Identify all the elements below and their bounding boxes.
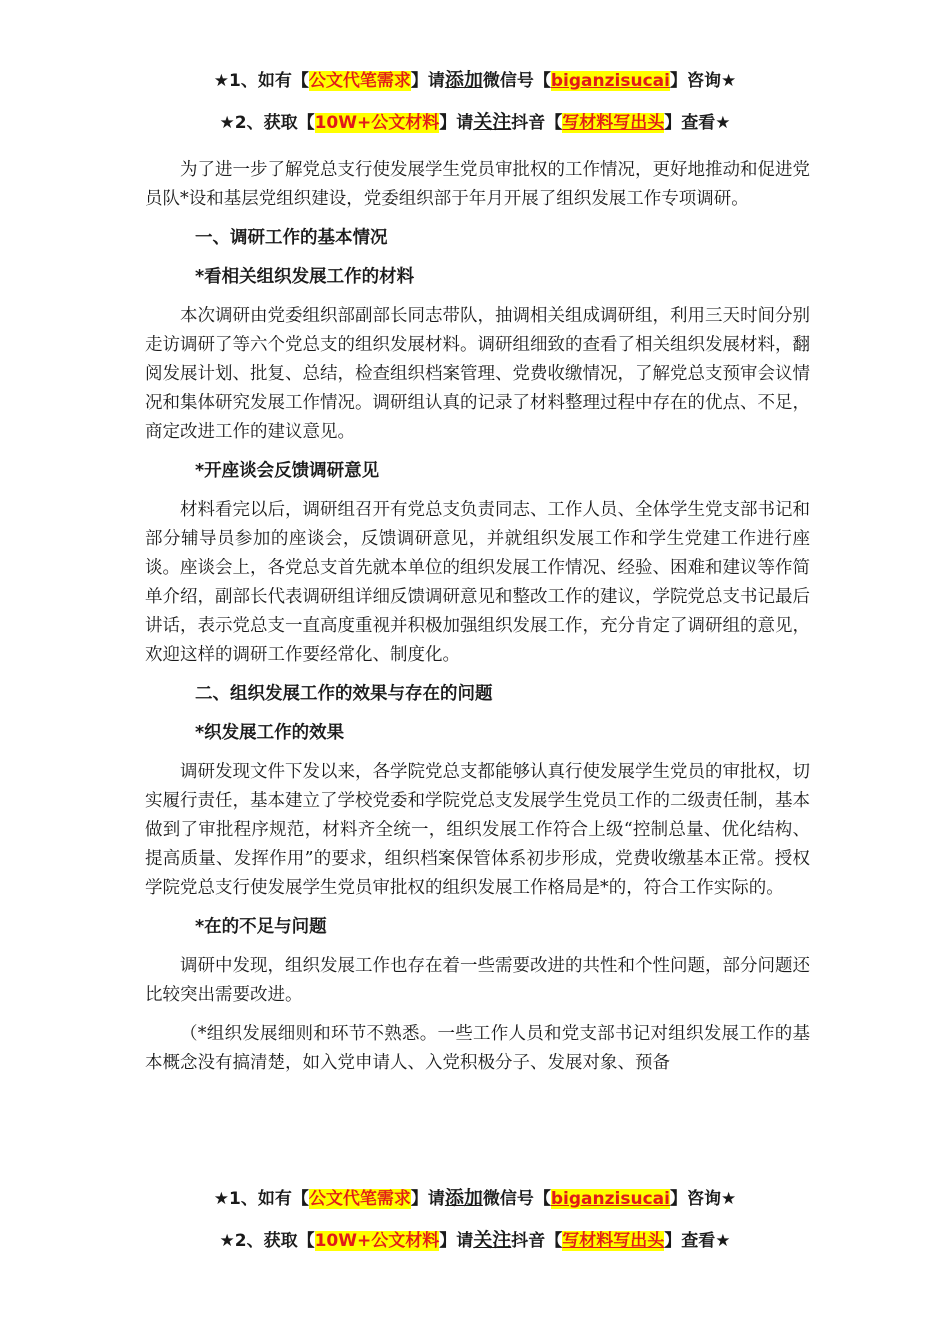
- highlight-text: 公文代笔需求: [308, 1189, 411, 1209]
- highlight-text: 公文代笔需求: [308, 71, 411, 91]
- banner-text: 】查看★: [664, 113, 731, 133]
- footer-banner-line-2: [0, 1228, 950, 1253]
- banner-text: ★1、如有【: [213, 71, 309, 91]
- banner-text: ★2、获取【: [219, 113, 315, 133]
- highlight-text: 10W+公文材料: [314, 1231, 440, 1251]
- keyword-text: 关注: [473, 1229, 512, 1251]
- douyin-account-link[interactable]: 写材料写出头: [562, 113, 665, 133]
- wechat-id-link[interactable]: biganzisucai: [550, 71, 670, 91]
- paragraph: （*组织发展细则和环节不熟悉。一些工作人员和党支部书记对组织发展工作的基本概念没有搞清楚，如入党申请人、入党积极分子、发展对象、预备: [145, 1024, 810, 1073]
- banner-text: ★2、获取【: [219, 1231, 315, 1251]
- keyword-text: 添加: [444, 1187, 483, 1209]
- paragraph: 本次调研由党委组织部副部长同志带队，抽调相关组成调研组，利用三天时间分别走访调研了等六个党总支的组织发展材料。调研组细致的查看了相关组织发展材料，翻阅发展计划、批复、总结，检查组织档案管理、党费收缴情况，了解党总支预审会议情况和集体研究发展工作情况。调研组认真的记录了材料整理过程中存在的优点、不足，商定改进工作的建议意见。: [145, 306, 810, 442]
- paragraph: 为了进一步了解党总支行使发展学生党员审批权的工作情况，更好地推动和促进党员队*设和基层党组织建设，党委组织部于年月开展了组织发展工作专项调研。: [145, 160, 810, 209]
- banner-text: 】请: [410, 71, 445, 91]
- banner-text: 抖音【: [511, 1231, 563, 1251]
- document-body: [145, 156, 810, 1088]
- banner-text: 微信号【: [482, 71, 551, 91]
- banner-text: 】请: [439, 1231, 474, 1251]
- banner-text: 】请: [439, 113, 474, 133]
- paragraph: 材料看完以后，调研组召开有党总支负责同志、工作人员、全体学生党支部书记和部分辅导员参加的座谈会，反馈调研意见，并就组织发展工作和学生党建工作进行座谈。座谈会上，各党总支首先就本单位的组织发展工作情况、经验、困难和建议等作简单介绍，副部长代表调研组详细反馈调研意见和整改工作的建议，学院党总支书记最后讲话，表示党总支一直高度重视并积极加强组织发展工作，充分肯定了调研组的意见，欢迎这样的调研工作要经常化、制度化。: [145, 500, 810, 665]
- douyin-account-link[interactable]: 写材料写出头: [562, 1231, 665, 1251]
- paragraph: 调研发现文件下发以来，各学院党总支都能够认真行使发展学生党员的审批权，切实履行责任，基本建立了学校党委和学院党总支发展学生党员工作的二级责任制，基本做到了审批程序规范，材料齐全统一，组织发展工作符合上级“控制总量、优化结构、提高质量、发挥作用”的要求，组织档案保管体系初步形成，党费收缴基本正常。授权学院党总支行使发展学生党员审批权的组织发展工作格局是*的，符合工作实际的。: [145, 762, 810, 898]
- banner-text: 】查看★: [664, 1231, 731, 1251]
- paragraph: 调研中发现，组织发展工作也存在着一些需要改进的共性和个性问题，部分问题还比较突出需要改进。: [145, 956, 810, 1005]
- banner-text: 抖音【: [511, 113, 563, 133]
- banner-line-1: [0, 68, 950, 93]
- footer-banner-line-1: [0, 1186, 950, 1211]
- keyword-text: 关注: [473, 111, 512, 133]
- banner-line-2: [0, 110, 950, 135]
- banner-text: 】请: [410, 1189, 445, 1209]
- banner-text: 】咨询★: [669, 1189, 737, 1209]
- highlight-text: 10W+公文材料: [314, 113, 440, 133]
- banner-text: 微信号【: [482, 1189, 551, 1209]
- section-heading: 二、组织发展工作的效果与存在的问题: [195, 684, 493, 704]
- sub-heading: *看相关组织发展工作的材料: [195, 267, 415, 287]
- banner-text: 】咨询★: [669, 71, 737, 91]
- sub-heading: *开座谈会反馈调研意见: [195, 461, 380, 481]
- sub-heading: *织发展工作的效果: [195, 723, 345, 743]
- wechat-id-link[interactable]: biganzisucai: [550, 1189, 670, 1209]
- sub-heading: *在的不足与问题: [195, 917, 327, 937]
- banner-text: ★1、如有【: [213, 1189, 309, 1209]
- keyword-text: 添加: [444, 69, 483, 91]
- section-heading: 一、调研工作的基本情况: [195, 228, 388, 248]
